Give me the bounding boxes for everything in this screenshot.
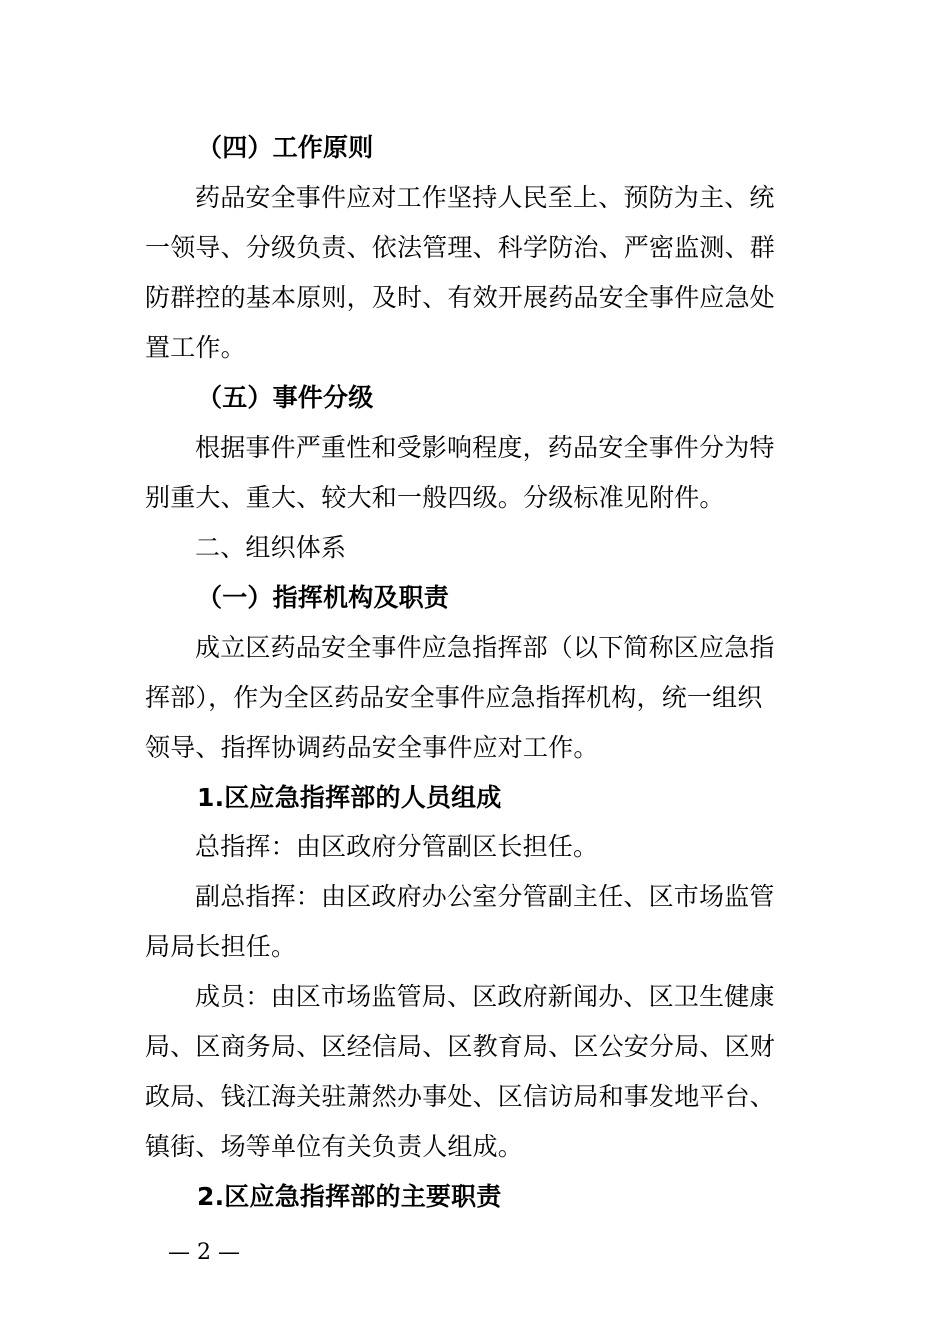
subsection-heading-duties: 2.区应急指挥部的主要职责 [197, 1182, 502, 1211]
paragraph-line: 总指挥：由区政府分管副区长担任。 [195, 832, 599, 861]
paragraph-line: 置工作。 [145, 333, 246, 362]
paragraph-line: 成立区药品安全事件应急指挥部（以下简称区应急指 [195, 633, 775, 662]
paragraph-line: 副总指挥：由区政府办公室分管副主任、区市场监管 [195, 882, 775, 911]
paragraph-line: 镇街、场等单位有关负责人组成。 [145, 1132, 524, 1161]
section-heading-principles: （四）工作原则 [197, 133, 374, 162]
paragraph-line: 领导、指挥协调药品安全事件应对工作。 [145, 733, 599, 762]
paragraph-line: 一领导、分级负责、依法管理、科学防治、严密监测、群 [145, 233, 776, 262]
page-number: — 2 — [168, 1240, 240, 1265]
chapter-heading-organization: 二、组织体系 [195, 533, 347, 562]
paragraph-line: 局、区商务局、区经信局、区教育局、区公安分局、区财 [145, 1032, 776, 1061]
paragraph-line: 成员：由区市场监管局、区政府新闻办、区卫生健康 [195, 982, 775, 1011]
paragraph-line: 别重大、重大、较大和一般四级。分级标准见附件。 [145, 483, 725, 512]
paragraph-line: 挥部），作为全区药品安全事件应急指挥机构，统一组织 [145, 683, 763, 712]
section-heading-command: （一）指挥机构及职责 [197, 583, 450, 612]
paragraph-line: 药品安全事件应对工作坚持人民至上、预防为主、统 [195, 183, 775, 212]
paragraph-line: 根据事件严重性和受影响程度，药品安全事件分为特 [195, 433, 775, 462]
paragraph-line: 局局长担任。 [145, 932, 297, 961]
paragraph-line: 防群控的基本原则，及时、有效开展药品安全事件应急处 [145, 283, 776, 312]
paragraph-line: 政局、钱江海关驻萧然办事处、区信访局和事发地平台、 [145, 1082, 776, 1111]
section-heading-grading: （五）事件分级 [197, 383, 374, 412]
subsection-heading-members: 1.区应急指挥部的人员组成 [197, 783, 502, 812]
